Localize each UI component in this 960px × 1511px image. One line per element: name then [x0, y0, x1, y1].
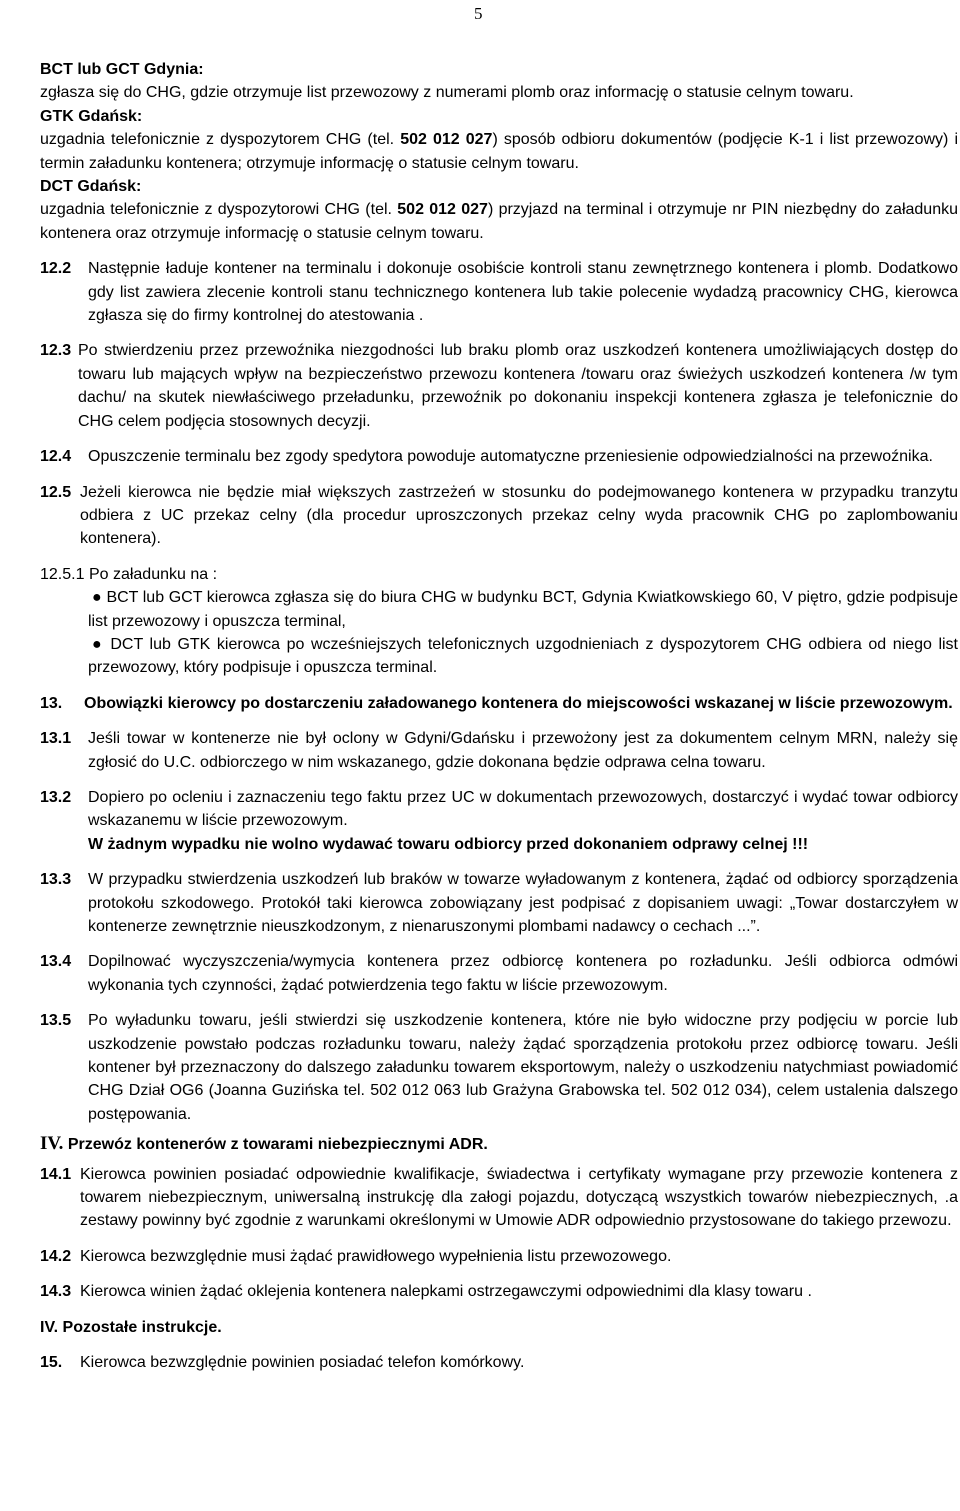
- intro-bct-text: zgłasza się do CHG, gdzie otrzymuje list przewozowy z numerami plomb oraz informację o statusie celnym towaru.: [40, 84, 854, 102]
- item-number: 12.4: [40, 448, 72, 466]
- item-12-5-1-line: [40, 563, 958, 586]
- bullet-text: BCT lub GCT kierowca zgłasza się do biura CHG w budynku BCT, Gdynia Kwiatkowskiego 60, V piętro, gdzie podpisuje list przewozowy i opuszcza terminal,: [88, 589, 958, 630]
- item-15: [40, 1351, 958, 1374]
- intro-dct: [40, 175, 958, 245]
- item-text: Po stwierdzeniu przez przewoźnika niezgodności lub braku plomb oraz uszkodzeń kontenera umożliwiających dostęp do towaru lub mających wpływ na bezpieczeństwo przewozu kontenera /towaru oraz świeżych uszkodzeń kontenera /w tym dachu/ na skutek niewłaściwego przeładunku, przewoźnik po dokonaniu inspekcji kontenera zgłasza je telefonicznie do CHG celem podjęcia stosownych decyzji.: [78, 342, 958, 430]
- item-number: 12.5: [40, 483, 72, 501]
- bullet-item: [40, 586, 958, 633]
- section-number: 13.: [40, 694, 63, 712]
- item-12-5: [40, 481, 958, 551]
- item-text: Po załadunku na :: [88, 565, 218, 583]
- intro-gtk-text-a: uzgadnia telefonicznie z dyspozytorem CHG (tel.: [40, 131, 401, 149]
- item-number: 12.3: [40, 342, 72, 360]
- section-14-heading: [40, 1132, 958, 1156]
- item-text: W przypadku stwierdzenia uszkodzeń lub braków w towarze wyładowanym z kontenera, żądać od odbiorcy sporządzenia protokołu szkodowego. Protokół taki kierowca zobowiązany jest podpisać z dopisaniem uwagi: „Towar dostarczyłem w kontenerze zewnętrznie nieuszkodzonym, z nienaruszonymi plombami nadawcy o cechach ...”.: [88, 871, 958, 935]
- section-title: Pozostałe instrukcje.: [62, 1318, 222, 1336]
- intro-dct-lead: DCT Gdańsk:: [40, 178, 142, 196]
- bullet-icon: ●: [92, 635, 104, 653]
- intro-gtk-text-b: ) sposób odbioru dokumentów (podjęcie K-1 i list przewozowy) i termin załadunku kontenera; otrzymuje informację o statusie celnym towaru.: [40, 131, 959, 172]
- item-text: Kierowca powinien posiadać odpowiednie kwalifikacje, świadectwa i certyfikaty wymagane przy przewozie kontenera z towarem niebezpiecznym, uniwersalną instrukcję dla załogi pojazdu, dotyczącą wszystkich towarów niebezpiecznych, .a zestawy powinny być zgodnie z warunkami określonymi w Umowie ADR odpowiednio przystosowane do takiego przewozu.: [80, 1165, 958, 1230]
- intro-gtk: [40, 105, 958, 175]
- section-roman: IV.: [40, 1318, 59, 1336]
- intro-dct-text-a: uzgadnia telefonicznie z dyspozytorowi CHG (tel.: [40, 201, 398, 219]
- item-number: 13.5: [40, 1012, 72, 1030]
- item-13-1: [40, 727, 958, 774]
- bullet-item: [40, 633, 958, 680]
- item-12-2: [40, 257, 958, 327]
- item-text: Kierowca winien żądać oklejenia kontenera nalepkami ostrzegawczymi odpowiednimi dla klasy towaru .: [80, 1283, 812, 1301]
- bullet-icon: ●: [92, 589, 102, 607]
- item-13-5: [40, 1009, 958, 1126]
- item-number: 13.3: [40, 871, 72, 889]
- item-warning: W żadnym wypadku nie wolno wydawać towaru odbiorcy przed dokonaniem odprawy celnej !!!: [88, 835, 809, 853]
- item-text: Kierowca bezwzględnie powinien posiadać telefon komórkowy.: [80, 1354, 525, 1372]
- intro-dct-text: [40, 198, 958, 245]
- bullet-text: DCT lub GTK kierowca po wcześniejszych telefonicznych uzgodnieniach z dyspozytorem CHG odbiera od niego list przewozowy, który podpisuje i opuszcza terminal.: [88, 635, 958, 677]
- item-text: Jeśli towar w kontenerze nie był oclony w Gdyni/Gdańsku i przewożony jest za dokumentem celnym MRN, należy się zgłosić do U.C. odbiorczego w nim wskazanego, gdzie dokonana będzie odprawa celna towaru.: [88, 730, 958, 771]
- item-number: 13.4: [40, 953, 72, 971]
- item-number: 14.1: [40, 1165, 72, 1183]
- item-14-3: [40, 1280, 958, 1303]
- item-14-2: [40, 1245, 958, 1268]
- item-number: 15.: [40, 1354, 63, 1372]
- item-12-4: [40, 445, 958, 468]
- intro-gtk-text: [40, 128, 958, 175]
- item-13-4: [40, 950, 958, 997]
- item-13-2: [40, 786, 958, 856]
- item-number: 13.1: [40, 730, 72, 748]
- item-body: [88, 786, 958, 856]
- section-title: Obowiązki kierowcy po dostarczeniu załadowanego kontenera do miejscowości wskazanej w liście przewozowym.: [84, 694, 953, 712]
- intro-bct: [40, 58, 958, 105]
- intro-dct-text-b: ) przyjazd na terminal i otrzymuje nr PIN niezbędny do załadunku kontenera oraz otrzymuje informację o statusie celnym towaru.: [40, 201, 958, 242]
- item-number: 12.5.1: [40, 565, 85, 583]
- page-number: 5: [474, 4, 483, 23]
- item-text: Jeżeli kierowca nie będzie miał większych zastrzeżeń w stosunku do podejmowanego kontenera w przypadku tranzytu odbiera z UC przekaz celny (dla procedur uproszczonych przekaz celny wyda pracownik CHG po zaplombowaniu kontenera).: [80, 483, 958, 548]
- item-text: Dopilnować wyczyszczenia/wymycia kontenera przez odbiorcę kontenera po rozładunku. Jeśli odbiorca odmówi wykonania tych czynności, żądać potwierdzenia tego faktu w liście przewozowym.: [88, 953, 958, 994]
- intro-gtk-lead: GTK Gdańsk:: [40, 107, 143, 125]
- item-number: 12.2: [40, 260, 72, 278]
- item-text: Kierowca bezwzględnie musi żądać prawidłowego wypełnienia listu przewozowego.: [80, 1247, 672, 1265]
- item-text: Następnie ładuje kontener na terminalu i dokonuje osobiście kontroli stanu zewnętrznego kontenera i plomb. Dodatkowo gdy list zawiera zlecenie kontroli stanu technicznego kontenera lub takie polecenie wydadzą pracownicy CHG, kierowca zgłasza się do firmy kontrolnej do atestowania .: [88, 260, 958, 325]
- item-12-5-1: [40, 563, 958, 680]
- section-roman: IV.: [40, 1133, 64, 1155]
- item-number: 14.2: [40, 1247, 72, 1265]
- section-title: Przewóz kontenerów z towarami niebezpiecznymi ADR.: [67, 1136, 488, 1154]
- intro-dct-phone: 502 012 027: [397, 201, 488, 219]
- item-text: Opuszczenie terminalu bez zgody spedytora powoduje automatyczne przeniesienie odpowiedzialności na przewoźnika.: [88, 448, 933, 466]
- item-number: 14.3: [40, 1283, 72, 1301]
- item-12-3: [40, 339, 958, 433]
- item-number: 13.2: [40, 788, 72, 806]
- section-15-heading: [40, 1316, 958, 1339]
- document-body: [40, 58, 958, 1375]
- intro-gtk-phone: 502 012 027: [400, 131, 493, 149]
- item-13-3: [40, 868, 958, 938]
- item-text: Po wyładunku towaru, jeśli stwierdzi się uszkodzenie kontenera, które nie było widoczne przy podjęciu w porcie lub uszkodzenie powstało podczas rozładunku towaru, należy żądać sporządzenia protokołu przez odbiorcę towaru. Jeśli kontener był przeznaczony do dalszego załadunku towarem eksportowym, należy o uszkodzeniu natychmiast powiadomić CHG Dział OG6 (Joanna Guzińska tel. 502 012 063 lub Grażyna Grabowska tel. 502 012 034), celem ustalenia dalszego postępowania.: [88, 1012, 958, 1123]
- intro-bct-lead: BCT lub GCT Gdynia:: [40, 61, 204, 78]
- item-text: Dopiero po ocleniu i zaznaczeniu tego faktu przez UC w dokumentach przewozowych, dostarczyć i wydać towar odbiorcy wskazanemu w liście przewozowym.: [88, 788, 958, 830]
- section-13-heading: [40, 692, 958, 715]
- item-14-1: [40, 1163, 958, 1233]
